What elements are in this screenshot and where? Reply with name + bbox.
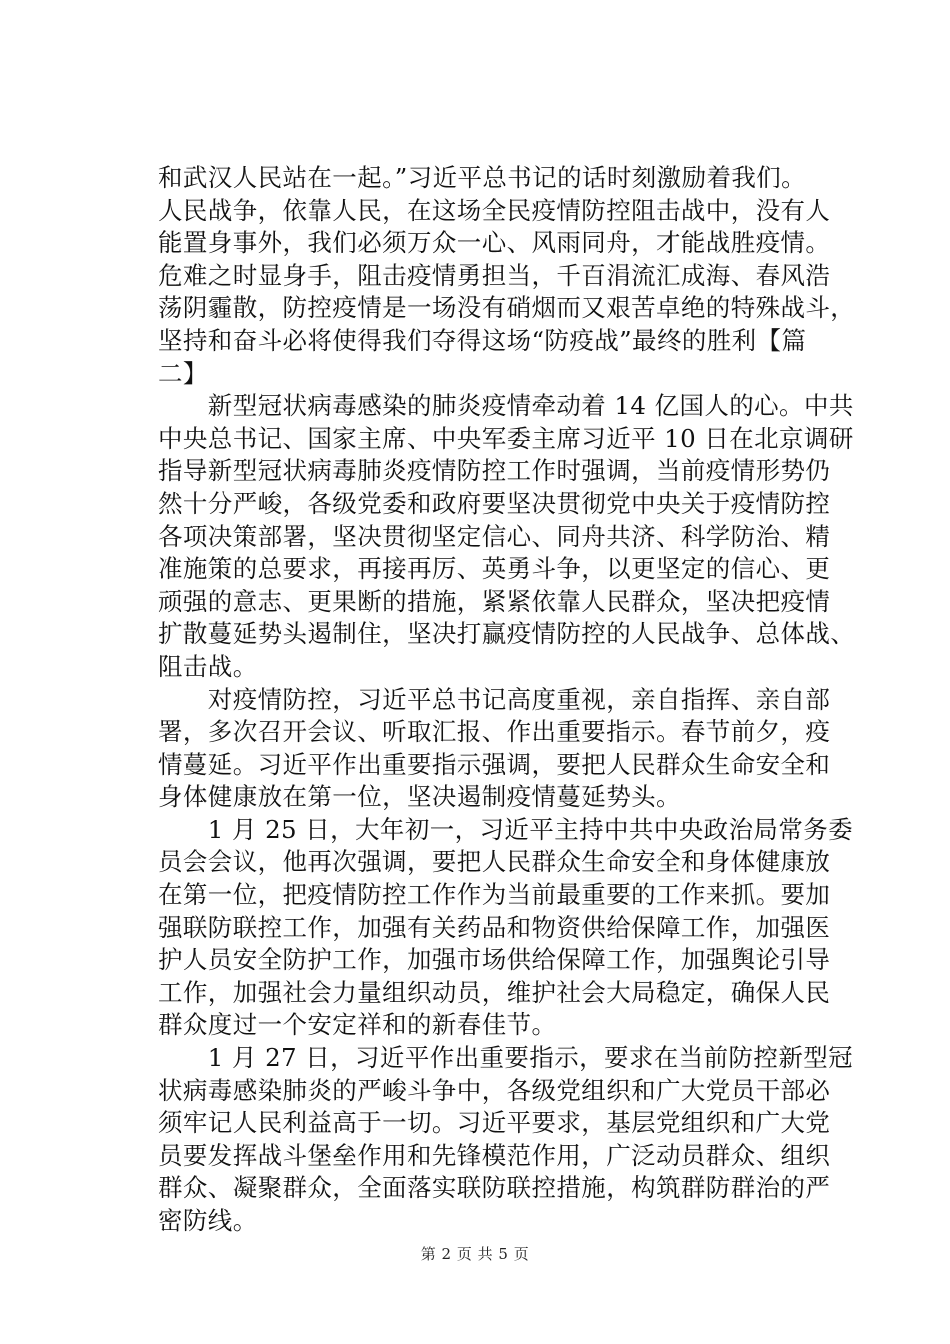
text-line: 员要发挥战斗堡垒作用和先锋模范作用，广泛动员群众、组织 (158, 1140, 831, 1170)
text-line: 指导新型冠状病毒肺炎疫情防控工作时强调，当前疫情形势仍 (158, 456, 831, 486)
text-line: 身体健康放在第一位，坚决遏制疫情蔓延势头。 (158, 782, 681, 812)
text-line: 顽强的意志、更果断的措施，紧紧依靠人民群众，坚决把疫情 (158, 586, 831, 616)
text-line: 员会会议，他再次强调，要把人民群众生命安全和身体健康放 (158, 847, 831, 877)
body-text (158, 162, 856, 1238)
text-line: 各项决策部署，坚决贯彻坚定信心、同舟共济、科学防治、精 (158, 521, 831, 551)
text-line: 1 月 27 日，习近平作出重要指示，要求在当前防控新型冠 (158, 1043, 854, 1073)
text-line: 和武汉人民站在一起。”习近平总书记的话时刻激励着我们。 (158, 163, 807, 192)
text-line: 荡阴霾散，防控疫情是一场没有硝烟而又艰苦卓绝的特殊战斗， (158, 293, 856, 323)
text-line: 情蔓延。习近平作出重要指示强调，要把人民群众生命安全和 (158, 749, 831, 779)
text-line: 二】 (158, 358, 208, 388)
text-line: 群众度过一个安定祥和的新春佳节。 (158, 1010, 557, 1040)
text-line: 密防线。 (158, 1206, 258, 1235)
text-line: 护人员安全防护工作，加强市场供给保障工作，加强舆论引导 (158, 945, 831, 975)
text-line: 对疫情防控，习近平总书记高度重视，亲自指挥、亲自部 (158, 684, 831, 714)
text-line: 阻击战。 (158, 651, 258, 681)
text-line: 中央总书记、国家主席、中央军委主席习近平 10 日在北京调研 (158, 423, 854, 453)
text-line: 强联防联控工作，加强有关药品和物资供给保障工作，加强医 (158, 912, 831, 942)
text-line: 须牢记人民利益高于一切。习近平要求，基层党组织和广大党 (158, 1108, 831, 1138)
text-line: 状病毒感染肺炎的严峻斗争中，各级党组织和广大党员干部必 (158, 1075, 831, 1105)
text-line: 能置身事外，我们必须万众一心、风雨同舟，才能战胜疫情。 (158, 228, 831, 258)
text-line: 扩散蔓延势头遏制住，坚决打赢疫情防控的人民战争、总体战、 (158, 619, 856, 649)
page-number-footer: 第 2 页 共 5 页 (420, 1245, 530, 1263)
text-line: 人民战争，依靠人民，在这场全民疫情防控阻击战中，没有人 (158, 195, 831, 225)
text-line: 危难之时显身手，阻击疫情勇担当，千百涓流汇成海、春风浩 (158, 260, 831, 290)
text-line: 在第一位，把疫情防控工作作为当前最重要的工作来抓。要加 (158, 880, 831, 910)
text-line: 署，多次召开会议、听取汇报、作出重要指示。春节前夕，疫 (158, 717, 831, 747)
text-line: 1 月 25 日，大年初一，习近平主持中共中央政治局常务委 (158, 814, 854, 844)
text-line: 然十分严峻，各级党委和政府要坚决贯彻党中央关于疫情防控 (158, 488, 831, 518)
text-line: 准施策的总要求，再接再厉、英勇斗争，以更坚定的信心、更 (158, 554, 831, 584)
text-line: 群众、凝聚群众，全面落实联防联控措施，构筑群防群治的严 (158, 1173, 831, 1203)
text-line: 工作，加强社会力量组织动员，维护社会大局稳定，确保人民 (158, 977, 831, 1007)
text-line: 新型冠状病毒感染的肺炎疫情牵动着 14 亿国人的心。中共 (158, 391, 854, 421)
text-line: 坚持和奋斗必将使得我们夺得这场“防疫战”最终的胜利【篇 (158, 325, 807, 355)
